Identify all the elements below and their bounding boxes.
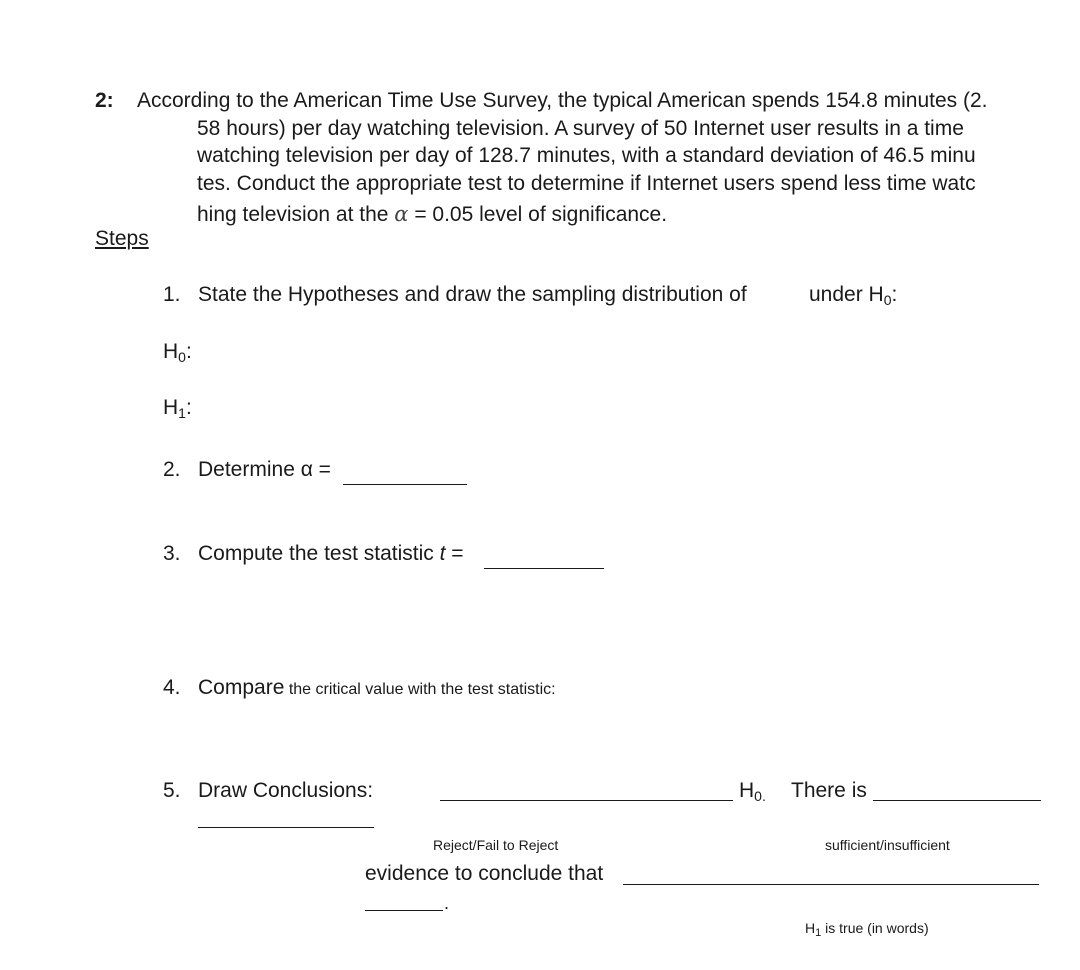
h0-sub: 0 xyxy=(178,349,186,365)
conclusion-period: . xyxy=(444,893,450,913)
step-4-compare: Compare xyxy=(198,676,285,699)
step-5-text: Draw Conclusions: xyxy=(198,779,374,802)
question-line-1: According to the American Time Use Survey, the typical American spends 154.8 minutes (2. xyxy=(137,89,988,112)
conclusion-blank[interactable] xyxy=(623,866,1039,885)
step-4-rest: the critical value with the test statistic: xyxy=(284,681,556,698)
sufficient-insufficient-label: sufficient/insufficient xyxy=(825,837,950,853)
question-line-2: 58 hours) per day watching television. A survey of 50 Internet user results in a time xyxy=(197,117,964,140)
question-line-5 xyxy=(197,200,667,229)
h1-colon: : xyxy=(185,396,192,419)
h1-sub: 1 xyxy=(178,405,186,421)
step-1-number: 1. xyxy=(163,283,181,306)
step-2-number: 2. xyxy=(163,458,181,481)
step-5-h0 xyxy=(739,779,766,804)
question-line-5-post: level of significance. xyxy=(473,203,668,226)
h0-letter: H xyxy=(163,340,179,363)
sufficiency-blank[interactable] xyxy=(873,782,1041,801)
under-colon: : xyxy=(891,283,898,306)
question-line-5-pre: hing television at the xyxy=(197,203,395,226)
under-h-sub: 0 xyxy=(883,292,892,308)
step-3-number: 3. xyxy=(163,542,181,565)
h1-true-sub: 1 xyxy=(815,927,822,939)
h1-true-text: is true (in words) xyxy=(821,920,929,936)
reject-decision-blank[interactable] xyxy=(440,782,733,801)
alpha-equals: = xyxy=(408,203,433,226)
step-5-number: 5. xyxy=(163,779,181,802)
step-4-number: 4. xyxy=(163,676,181,699)
step-5-h0-sub: 0. xyxy=(754,788,766,804)
step-3-text xyxy=(198,542,464,566)
step-2-text: Determine α = xyxy=(198,458,331,481)
question-number: 2: xyxy=(95,89,114,112)
h0-colon: : xyxy=(185,340,192,363)
under-h-label: under H xyxy=(809,283,884,306)
alpha-answer-blank[interactable] xyxy=(343,466,467,485)
h1-label xyxy=(163,396,192,421)
step-1-under-h0 xyxy=(809,283,897,308)
sufficiency-blank-continued[interactable] xyxy=(198,811,374,828)
alpha-symbol: α xyxy=(394,202,409,226)
step-5-h0-letter: H xyxy=(739,779,755,802)
t-symbol: t xyxy=(439,542,446,565)
step-3-text-pre: Compute the test statistic xyxy=(198,542,440,565)
h1-true-letter: H xyxy=(805,920,816,936)
conclusion-blank-continued[interactable] xyxy=(365,894,443,911)
reject-fail-label: Reject/Fail to Reject xyxy=(433,837,559,853)
question-line-4: tes. Conduct the appropriate test to determine if Internet users spend less time watc xyxy=(197,172,976,195)
question-line-3: watching television per day of 128.7 minutes, with a standard deviation of 46.5 minu xyxy=(197,144,976,167)
h1-true-label xyxy=(805,920,929,939)
steps-title: Steps xyxy=(95,227,149,250)
h0-label xyxy=(163,340,192,365)
step-1-text: State the Hypotheses and draw the sampling distribution of xyxy=(198,283,747,306)
step-4-text xyxy=(198,676,556,700)
evidence-text: evidence to conclude that xyxy=(365,862,604,885)
h1-letter: H xyxy=(163,396,179,419)
t-equals: = xyxy=(445,542,464,565)
there-is-text: There is xyxy=(791,779,867,802)
alpha-value: 0.05 xyxy=(432,203,474,226)
t-answer-blank[interactable] xyxy=(484,550,604,569)
